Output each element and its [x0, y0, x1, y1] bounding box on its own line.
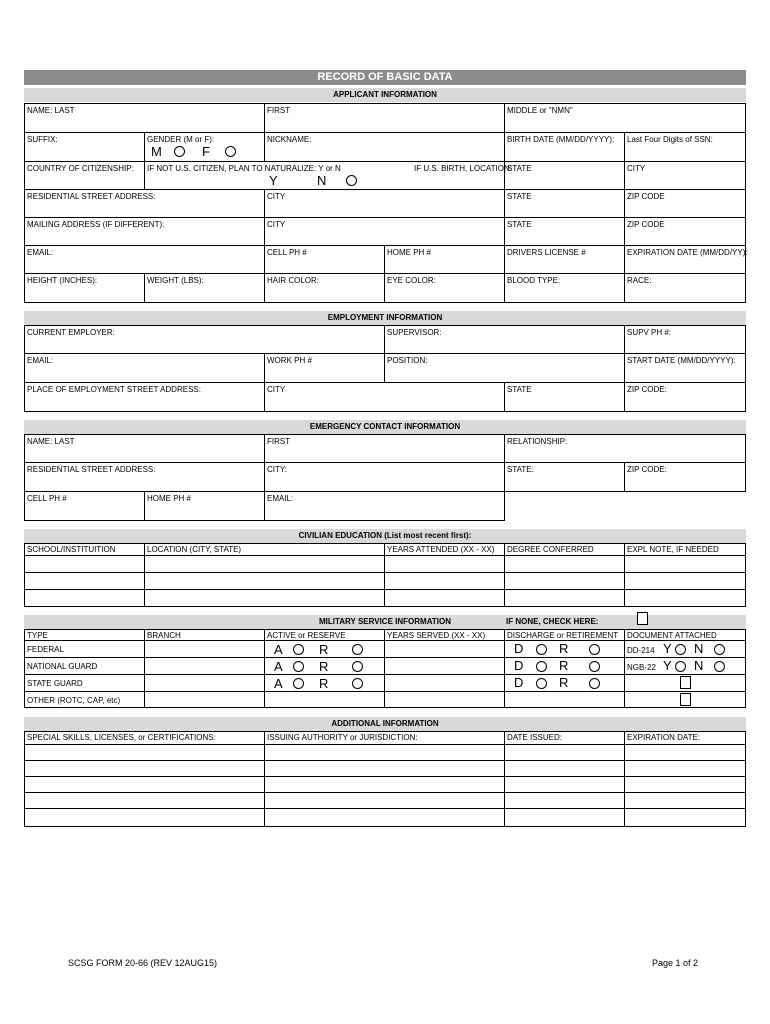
- residential-state-field[interactable]: STATE: [504, 189, 625, 218]
- additional-cell[interactable]: [624, 776, 746, 793]
- military-doc-header: DOCUMENT ATTACHED: [624, 629, 746, 641]
- page-number: Page 1 of 2: [652, 958, 699, 968]
- if-none-label: IF NONE, CHECK HERE:: [506, 617, 599, 626]
- dd214-no-radio[interactable]: [714, 644, 725, 655]
- applicant-section-header: APPLICANT INFORMATION: [24, 88, 746, 102]
- additional-cell[interactable]: [24, 776, 265, 793]
- emergency-cell-field[interactable]: CELL PH #: [24, 491, 145, 521]
- education-cell[interactable]: [144, 589, 385, 607]
- naturalize-radio[interactable]: [346, 175, 357, 186]
- ng-retirement-radio[interactable]: [589, 661, 600, 672]
- gender-m-radio[interactable]: [174, 146, 185, 157]
- emergency-section-header: EMERGENCY CONTACT INFORMATION: [24, 420, 746, 434]
- military-type-header: TYPE: [24, 629, 145, 641]
- federal-discharge-radio[interactable]: [536, 644, 547, 655]
- ssn-field[interactable]: Last Four Digits of SSN:: [624, 132, 746, 162]
- additional-cell[interactable]: [624, 760, 746, 777]
- ng-active-cell: A R: [264, 657, 385, 675]
- education-cell[interactable]: [24, 555, 145, 573]
- additional-cell[interactable]: [624, 792, 746, 809]
- additional-cell[interactable]: [504, 744, 625, 761]
- residential-city-field[interactable]: CITY: [264, 189, 505, 218]
- naturalize-y-label: Y: [269, 173, 278, 188]
- employment-email-field[interactable]: EMAIL:: [24, 353, 265, 383]
- date-issued-header: DATE ISSUED:: [504, 731, 625, 745]
- dl-expiration-field[interactable]: EXPIRATION DATE (MM/DD/YY):: [624, 245, 746, 274]
- ng-discharge-radio[interactable]: [536, 661, 547, 672]
- education-cell[interactable]: [504, 555, 625, 573]
- hair-color-field[interactable]: HAIR COLOR:: [264, 273, 385, 303]
- authority-header: ISSUING AUTHORITY or JURISDICTION:: [264, 731, 505, 745]
- additional-cell[interactable]: [24, 792, 265, 809]
- eye-color-field[interactable]: EYE COLOR:: [384, 273, 505, 303]
- emergency-first-name-field[interactable]: FIRST: [264, 434, 505, 463]
- supervisor-field[interactable]: SUPERVISOR:: [384, 325, 625, 354]
- gender-m-label: M: [151, 144, 162, 159]
- emergency-home-field[interactable]: HOME PH #: [144, 491, 265, 521]
- ng-branch-cell[interactable]: [144, 657, 265, 675]
- education-degree-header: DEGREE CONFERRED: [504, 543, 625, 556]
- education-cell[interactable]: [384, 555, 505, 573]
- sg-active-radio[interactable]: [293, 678, 304, 689]
- skills-header: SPECIAL SKILLS, LICENSES, or CERTIFICATIONS:: [24, 731, 265, 745]
- education-expl-header: EXPL NOTE, IF NEEDED: [624, 543, 746, 556]
- emergency-city-field[interactable]: CITY:: [264, 462, 505, 492]
- other-type-cell: OTHER (ROTC, CAP, etc): [24, 691, 145, 708]
- birth-date-field[interactable]: BIRTH DATE (MM/DD/YYYY):: [504, 132, 625, 162]
- form-title: RECORD OF BASIC DATA: [24, 70, 746, 85]
- emergency-last-name-field[interactable]: NAME: LAST: [24, 434, 265, 463]
- education-cell[interactable]: [504, 572, 625, 590]
- federal-active-radio[interactable]: [293, 644, 304, 655]
- other-discharge-cell[interactable]: [504, 691, 625, 708]
- federal-doc-cell: DD-214 Y N: [624, 640, 746, 658]
- education-location-header: LOCATION (CITY, STATE): [144, 543, 385, 556]
- military-active-header: ACTIVE or RESERVE: [264, 629, 385, 641]
- employment-zip-field[interactable]: ZIP CODE:: [624, 382, 746, 412]
- ng-doc-cell: NGB-22 Y N: [624, 657, 746, 675]
- gender-f-label: F: [202, 144, 210, 159]
- additional-cell[interactable]: [504, 808, 625, 827]
- emergency-zip-field[interactable]: ZIP CODE:: [624, 462, 746, 492]
- additional-cell[interactable]: [504, 792, 625, 809]
- sg-type-cell: STATE GUARD: [24, 674, 145, 692]
- ng-reserve-radio[interactable]: [352, 661, 363, 672]
- mailing-zip-field[interactable]: ZIP CODE: [624, 217, 746, 246]
- sg-doc-checkbox[interactable]: [680, 676, 691, 689]
- additional-cell[interactable]: [624, 744, 746, 761]
- additional-cell[interactable]: [264, 744, 505, 761]
- current-employer-field[interactable]: CURRENT EMPLOYER:: [24, 325, 385, 354]
- education-cell[interactable]: [624, 572, 746, 590]
- additional-cell[interactable]: [264, 760, 505, 777]
- applicant-home-field[interactable]: HOME PH #: [384, 245, 505, 274]
- education-cell[interactable]: [384, 589, 505, 607]
- form-number: SCSG FORM 20-66 (REV 12AUG15): [68, 958, 218, 968]
- suffix-field[interactable]: SUFFIX:: [24, 132, 145, 162]
- nickname-field[interactable]: NICKNAME:: [264, 132, 505, 162]
- mailing-street-field[interactable]: MAILING ADDRESS (IF DIFFERENT):: [24, 217, 265, 246]
- ngb22-no-radio[interactable]: [714, 661, 725, 672]
- ng-active-radio[interactable]: [293, 661, 304, 672]
- other-doc-checkbox[interactable]: [680, 693, 691, 706]
- citizenship-field[interactable]: COUNTRY OF CITIZENSHIP:: [24, 161, 145, 190]
- residential-street-field[interactable]: RESIDENTIAL STREET ADDRESS:: [24, 189, 265, 218]
- emergency-state-field[interactable]: STATE:: [504, 462, 625, 492]
- education-cell[interactable]: [504, 589, 625, 607]
- gender-f-radio[interactable]: [225, 146, 236, 157]
- military-years-header: YEARS SERVED (XX - XX): [384, 629, 505, 641]
- education-cell[interactable]: [144, 555, 385, 573]
- education-cell[interactable]: [24, 589, 145, 607]
- employment-state-field[interactable]: STATE: [504, 382, 625, 412]
- education-years-header: YEARS ATTENDED (XX - XX): [384, 543, 505, 556]
- additional-cell[interactable]: [24, 744, 265, 761]
- sg-doc-cell: [624, 674, 746, 692]
- residential-zip-field[interactable]: ZIP CODE: [624, 189, 746, 218]
- ng-years-cell[interactable]: [384, 657, 505, 675]
- birth-city-field[interactable]: CITY: [624, 161, 746, 190]
- other-years-cell[interactable]: [384, 691, 505, 708]
- blood-type-field[interactable]: BLOOD TYPE:: [504, 273, 625, 303]
- height-field[interactable]: HEIGHT (INCHES):: [24, 273, 145, 303]
- race-field[interactable]: RACE:: [624, 273, 746, 303]
- supervisor-phone-field[interactable]: SUPV PH #:: [624, 325, 746, 354]
- ngb22-yes-radio[interactable]: [675, 661, 686, 672]
- additional-cell[interactable]: [24, 808, 265, 827]
- applicant-middle-name-field[interactable]: MIDDLE or "NMN": [504, 103, 746, 133]
- ng-discharge-cell: D R: [504, 657, 625, 675]
- federal-type-cell: FEDERAL: [24, 640, 145, 658]
- sg-discharge-radio[interactable]: [536, 678, 547, 689]
- education-cell[interactable]: [624, 555, 746, 573]
- birth-state-field[interactable]: STATE: [504, 161, 625, 190]
- employment-section-header: EMPLOYMENT INFORMATION: [24, 311, 746, 325]
- gender-field: GENDER (M or F): M F: [144, 132, 265, 162]
- education-cell[interactable]: [144, 572, 385, 590]
- sg-years-cell[interactable]: [384, 674, 505, 692]
- mailing-state-field[interactable]: STATE: [504, 217, 625, 246]
- applicant-last-name-field[interactable]: NAME: LAST: [24, 103, 265, 133]
- other-doc-cell: [624, 691, 746, 708]
- mailing-city-field[interactable]: CITY: [264, 217, 505, 246]
- naturalize-field: IF NOT U.S. CITIZEN, PLAN TO NATURALIZE: Y or N IF U.S. BIRTH, LOCATION: Y N: [144, 161, 505, 190]
- relationship-field[interactable]: RELATIONSHIP:: [504, 434, 746, 463]
- sg-discharge-cell: D R: [504, 674, 625, 692]
- education-cell[interactable]: [384, 572, 505, 590]
- additional-cell[interactable]: [264, 776, 505, 793]
- additional-section-header: ADDITIONAL INFORMATION: [24, 717, 746, 731]
- no-military-checkbox[interactable]: [637, 612, 648, 625]
- military-section-header: MILITARY SERVICE INFORMATION: [24, 615, 746, 629]
- other-active-cell[interactable]: [264, 691, 385, 708]
- employment-street-field[interactable]: PLACE OF EMPLOYMENT STREET ADDRESS:: [24, 382, 265, 412]
- start-date-field[interactable]: START DATE (MM/DD/YYYY):: [624, 353, 746, 383]
- additional-cell[interactable]: [264, 808, 505, 827]
- position-field[interactable]: POSITION:: [384, 353, 625, 383]
- federal-discharge-cell: D R: [504, 640, 625, 658]
- additional-cell[interactable]: [624, 808, 746, 827]
- expiration-header: EXPIRATION DATE:: [624, 731, 746, 745]
- additional-cell[interactable]: [24, 760, 265, 777]
- sg-retirement-radio[interactable]: [589, 678, 600, 689]
- education-section-header: CIVILIAN EDUCATION (List most recent first):: [24, 529, 746, 543]
- emergency-email-field[interactable]: EMAIL:: [264, 491, 505, 521]
- federal-active-cell: A R: [264, 640, 385, 658]
- employment-city-field[interactable]: CITY: [264, 382, 505, 412]
- sg-branch-cell[interactable]: [144, 674, 265, 692]
- naturalize-n-label: N: [317, 173, 327, 188]
- federal-branch-cell[interactable]: [144, 640, 265, 658]
- applicant-cell-field[interactable]: CELL PH #: [264, 245, 385, 274]
- work-phone-field[interactable]: WORK PH #: [264, 353, 385, 383]
- drivers-license-field[interactable]: DRIVERS LICENSE #: [504, 245, 625, 274]
- additional-cell[interactable]: [504, 776, 625, 793]
- education-cell[interactable]: [24, 572, 145, 590]
- sg-reserve-radio[interactable]: [352, 678, 363, 689]
- federal-years-cell[interactable]: [384, 640, 505, 658]
- federal-reserve-radio[interactable]: [352, 644, 363, 655]
- weight-field[interactable]: WEIGHT (LBS):: [144, 273, 265, 303]
- applicant-email-field[interactable]: EMAIL:: [24, 245, 265, 274]
- military-branch-header: BRANCH: [144, 629, 265, 641]
- other-branch-cell[interactable]: [144, 691, 265, 708]
- education-school-header: SCHOOL/INSTITUITION: [24, 543, 145, 556]
- emergency-street-field[interactable]: RESIDENTIAL STREET ADDRESS:: [24, 462, 265, 492]
- additional-cell[interactable]: [504, 760, 625, 777]
- education-cell[interactable]: [624, 589, 746, 607]
- federal-retirement-radio[interactable]: [589, 644, 600, 655]
- applicant-first-name-field[interactable]: FIRST: [264, 103, 505, 133]
- sg-active-cell: A R: [264, 674, 385, 692]
- additional-cell[interactable]: [264, 792, 505, 809]
- ng-type-cell: NATIONAL GUARD: [24, 657, 145, 675]
- dd214-yes-radio[interactable]: [675, 644, 686, 655]
- military-discharge-header: DISCHARGE or RETIREMENT: [504, 629, 625, 641]
